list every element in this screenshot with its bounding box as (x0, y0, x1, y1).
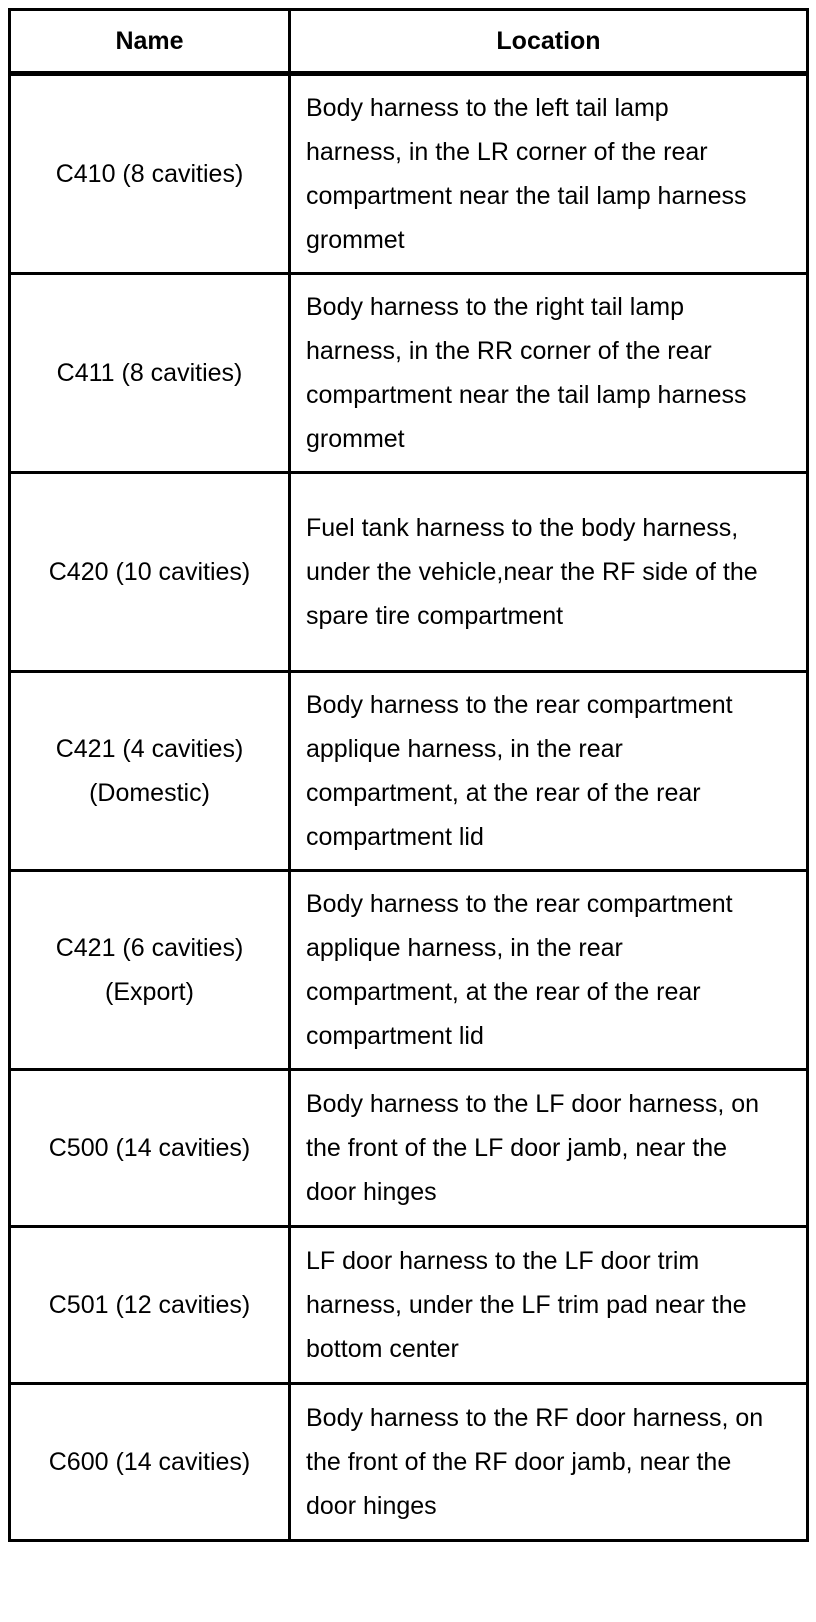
connector-location-cell: Body harness to the rear compartment applique harness, in the rear compartment, at the rear of the rear compartment lid (290, 672, 808, 871)
table-row (10, 74, 808, 274)
connector-name-cell (10, 274, 290, 473)
connector-location-cell: Fuel tank harness to the body harness, under the vehicle,near the RF side of the spare tire compartment (290, 473, 808, 672)
connector-name-cell (10, 871, 290, 1070)
connector-location-cell: Body harness to the RF door harness, on the front of the RF door jamb, near the door hinges (290, 1384, 808, 1541)
table-row (10, 1227, 808, 1384)
connector-location-cell: Body harness to the left tail lamp harness, in the LR corner of the rear compartment near the tail lamp harness grommet (290, 74, 808, 274)
connector-location-cell: Body harness to the right tail lamp harness, in the RR corner of the rear compartment near the tail lamp harness grommet (290, 274, 808, 473)
table-header-row (10, 10, 808, 74)
connector-name-cell (10, 1227, 290, 1384)
table-row (10, 1070, 808, 1227)
connector-location-table (8, 8, 809, 1542)
table-row (10, 672, 808, 871)
connector-location-cell: LF door harness to the LF door trim harness, under the LF trim pad near the bottom center (290, 1227, 808, 1384)
connector-name-cell (10, 473, 290, 672)
connector-name: C421 (4 cavities) (55, 735, 244, 763)
connector-name-cell (10, 1070, 290, 1227)
connector-location-cell: Body harness to the rear compartment applique harness, in the rear compartment, at the rear of the rear compartment lid (290, 871, 808, 1070)
column-header-name: Name (10, 10, 290, 74)
table-row (10, 871, 808, 1070)
table-row (10, 473, 808, 672)
table-row (10, 274, 808, 473)
connector-name: C410 (8 cavities) (55, 160, 244, 188)
connector-name: C600 (14 cavities) (48, 1448, 251, 1476)
table-row (10, 1384, 808, 1541)
connector-location-cell: Body harness to the LF door harness, on the front of the LF door jamb, near the door hinges (290, 1070, 808, 1227)
connector-name-cell (10, 1384, 290, 1541)
connector-name: C500 (14 cavities) (48, 1134, 251, 1162)
connector-name: C421 (6 cavities) (55, 934, 244, 962)
connector-name-cell (10, 74, 290, 274)
connector-table-container (8, 8, 806, 1542)
connector-name: C501 (12 cavities) (48, 1291, 251, 1319)
column-header-location: Location (290, 10, 808, 74)
connector-variant: (Export) (105, 978, 194, 1006)
connector-name: C420 (10 cavities) (48, 558, 251, 586)
connector-name-cell (10, 672, 290, 871)
connector-name: C411 (8 cavities) (56, 359, 243, 387)
connector-variant: (Domestic) (89, 779, 210, 807)
